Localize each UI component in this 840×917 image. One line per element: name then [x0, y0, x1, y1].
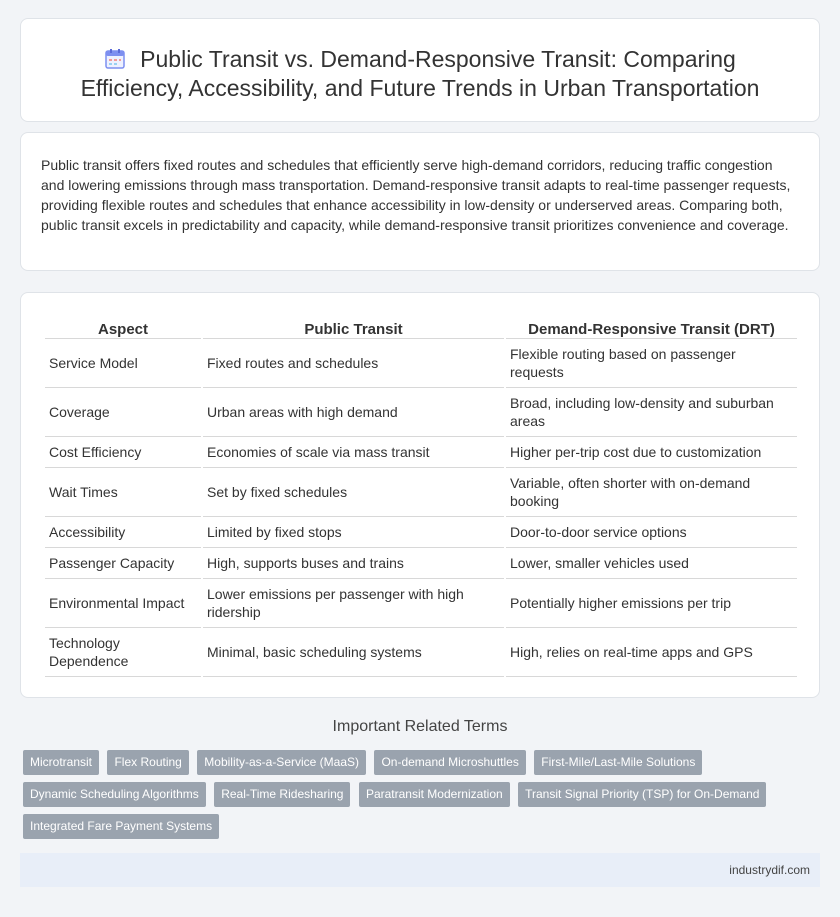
table-row [45, 388, 797, 437]
table-header-row [45, 313, 797, 339]
table-cell: Lower, smaller vehicles used [506, 548, 797, 579]
table-cell: Set by fixed schedules [203, 468, 504, 517]
related-term-tag[interactable]: Mobility-as-a-Service (MaaS) [197, 750, 366, 775]
table-cell: Door-to-door service options [506, 517, 797, 548]
table-row [45, 517, 797, 548]
column-header: Public Transit [203, 313, 504, 339]
table-cell: Urban areas with high demand [203, 388, 504, 437]
footer-bar [20, 853, 820, 887]
table-row [45, 339, 797, 388]
related-term-tag[interactable]: Paratransit Modernization [359, 782, 510, 807]
column-header: Aspect [45, 313, 201, 339]
table-cell: Economies of scale via mass transit [203, 437, 504, 468]
table-cell: Fixed routes and schedules [203, 339, 504, 388]
table-cell: Cost Efficiency [45, 437, 201, 468]
page-title-text: Public Transit vs. Demand-Responsive Transit: Comparing Efficiency, Accessibility, and Future Trends in Urban Transportation [80, 46, 760, 101]
intro-paragraph: Public transit offers fixed routes and schedules that efficiently serve high-demand corridors, reducing traffic congestion and lowering emissions through mass transportation. Demand-responsive transit adapts to real-time passenger requests, providing flexible routes and schedules that enhance accessibility in low-density or underserved areas. Comparing both, public transit excels in predictability and capacity, while demand-responsive transit prioritizes convenience and coverage. [41, 157, 791, 233]
table-cell: Flexible routing based on passenger requests [506, 339, 797, 388]
table-cell: Service Model [45, 339, 201, 388]
table-cell: High, supports buses and trains [203, 548, 504, 579]
comparison-table-card [20, 292, 820, 698]
table-cell: Passenger Capacity [45, 548, 201, 579]
table-cell: Potentially higher emissions per trip [506, 579, 797, 628]
table-row [45, 628, 797, 677]
table-row [45, 468, 797, 517]
table-cell: Coverage [45, 388, 201, 437]
related-term-tag[interactable]: Flex Routing [107, 750, 188, 775]
footer-site-link[interactable]: industrydif.com [729, 863, 810, 877]
related-term-tag[interactable]: On-demand Microshuttles [374, 750, 525, 775]
table-row [45, 579, 797, 628]
title-card [20, 18, 820, 122]
table-row [45, 548, 797, 579]
table-cell: Technology Dependence [45, 628, 201, 677]
calendar-icon [104, 48, 126, 70]
table-cell: Variable, often shorter with on-demand booking [506, 468, 797, 517]
comparison-table [43, 313, 799, 677]
related-term-tag[interactable]: Real-Time Ridesharing [214, 782, 350, 807]
table-cell: Wait Times [45, 468, 201, 517]
related-terms-list [23, 750, 823, 846]
table-cell: Lower emissions per passenger with high ridership [203, 579, 504, 628]
table-cell: Environmental Impact [45, 579, 201, 628]
table-cell: Limited by fixed stops [203, 517, 504, 548]
table-row [45, 437, 797, 468]
page-title [51, 45, 789, 103]
table-cell: Broad, including low-density and suburban areas [506, 388, 797, 437]
column-header: Demand-Responsive Transit (DRT) [506, 313, 797, 339]
table-cell: Minimal, basic scheduling systems [203, 628, 504, 677]
table-cell: Accessibility [45, 517, 201, 548]
related-term-tag[interactable]: First-Mile/Last-Mile Solutions [534, 750, 702, 775]
table-cell: Higher per-trip cost due to customization [506, 437, 797, 468]
table-cell: High, relies on real-time apps and GPS [506, 628, 797, 677]
related-term-tag[interactable]: Integrated Fare Payment Systems [23, 814, 219, 839]
related-terms-heading: Important Related Terms [332, 718, 508, 735]
related-term-tag[interactable]: Microtransit [23, 750, 99, 775]
related-term-tag[interactable]: Dynamic Scheduling Algorithms [23, 782, 206, 807]
related-term-tag[interactable]: Transit Signal Priority (TSP) for On-Demand [518, 782, 766, 807]
intro-card [20, 132, 820, 271]
